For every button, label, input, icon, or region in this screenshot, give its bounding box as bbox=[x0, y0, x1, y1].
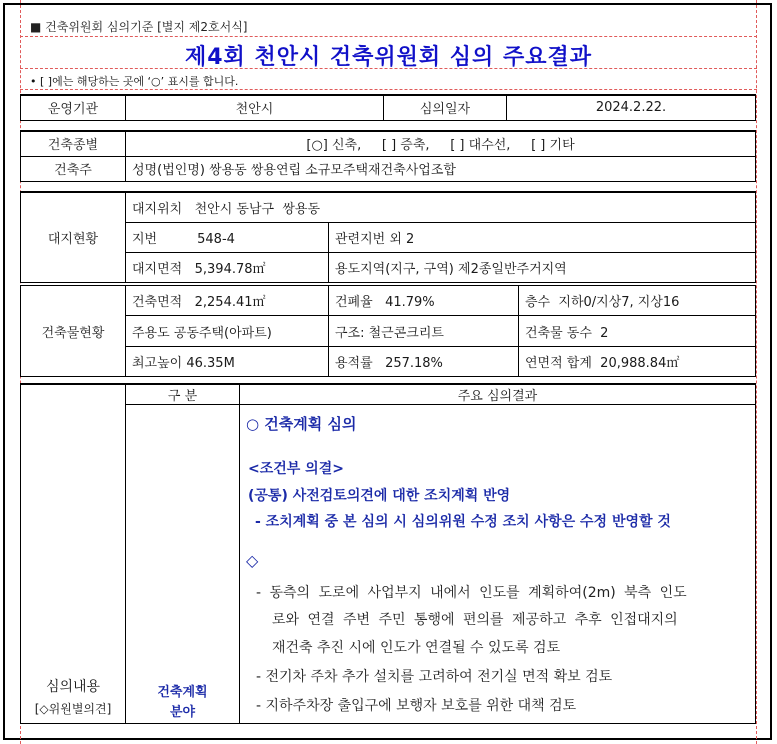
date-value: 2024.2.22. bbox=[507, 95, 756, 120]
lot-label: 지번 bbox=[132, 231, 158, 247]
building-table bbox=[20, 285, 756, 377]
review-section-sub: [◇위원별의견] bbox=[34, 702, 112, 716]
category-value: 건축계획 분야 bbox=[157, 685, 208, 720]
item1-line-c: 재건축 추진 시에 인도가 연결될 수 있도록 검토 bbox=[272, 640, 561, 656]
item1-line-a: - 동측의 도로에 사업부지 내에서 인도를 계획하여(2m) 북측 인도 bbox=[256, 585, 687, 601]
guide-line bbox=[20, 89, 757, 90]
diamond-marker: ◇ bbox=[246, 551, 259, 570]
owner-label: 건축주 bbox=[21, 156, 126, 181]
building-label: 건축물현황 bbox=[21, 286, 126, 377]
type-label: 건축종별 bbox=[21, 131, 126, 156]
building-coverage: 건폐율 41.79% bbox=[329, 286, 519, 316]
operator-label: 운영기관 bbox=[21, 95, 126, 120]
col-result-header: 주요 심의결과 bbox=[240, 384, 756, 405]
col-category-header: 구 분 bbox=[126, 384, 240, 405]
building-height: 최고높이 46.35M bbox=[126, 347, 329, 377]
type-options: [○] 신축, [ ] 증축, [ ] 대수선, [ ] 기타 bbox=[126, 131, 756, 156]
review-section bbox=[21, 384, 126, 724]
site-area: 대지면적 5,394.78㎡ bbox=[126, 252, 329, 282]
cond-item: - 조치계획 중 본 심의 시 심의위원 수정 조치 사항은 수정 반영할 것 bbox=[255, 514, 671, 530]
date-label: 심의일자 bbox=[384, 95, 507, 120]
building-main-use: 주용도 공동주택(아파트) bbox=[126, 316, 329, 347]
site-table bbox=[20, 191, 756, 283]
review-heading: ○ 건축계획 심의 bbox=[246, 415, 357, 433]
building-area: 건축면적 2,254.41㎡ bbox=[126, 286, 329, 316]
site-label: 대지현황 bbox=[21, 192, 126, 282]
site-related-lot: 관련지번 외 2 bbox=[329, 222, 756, 252]
building-total-area: 연면적 합계 20,988.84㎡ bbox=[519, 347, 756, 377]
site-location: 대지위치 천안시 동남구 쌍용동 bbox=[126, 192, 756, 222]
item2: - 전기차 주차 추가 설치를 고려하여 전기실 면적 확보 검토 bbox=[256, 669, 613, 685]
site-zoning: 용도지역(지구, 구역) 제2종일반주거지역 bbox=[329, 252, 756, 282]
form-note: • [ ]에는 해당하는 곳에 ‘○’ 표시를 합니다. bbox=[30, 75, 239, 88]
building-floors: 층수 지하0/지상7, 지상16 bbox=[519, 286, 756, 316]
building-structure: 구조: 철근콘크리트 bbox=[329, 316, 519, 347]
review-section-label: 심의내용 bbox=[45, 679, 101, 695]
cond-title: <조건부 의결> bbox=[248, 461, 344, 477]
type-table bbox=[20, 130, 756, 182]
item1-line-b: 로와 연결 주변 주민 통행에 편의를 제공하고 추후 인접대지의 bbox=[272, 612, 678, 628]
operator-value: 천안시 bbox=[126, 95, 384, 120]
review-category bbox=[126, 405, 240, 724]
item3: - 지하주차장 출입구에 보행자 보호를 위한 대책 검토 bbox=[256, 698, 577, 714]
form-label: ■ 건축위원회 심의기준 [별지 제2호서식] bbox=[30, 20, 248, 34]
cond-common: (공통) 사전검토의견에 대한 조치계획 반영 bbox=[248, 488, 511, 504]
owner-value: 성명(법인명) 쌍용동 쌍용연립 소규모주택재건축사업조합 bbox=[126, 156, 756, 181]
page-title: 제4회 천안시 건축위원회 심의 주요결과 bbox=[185, 45, 592, 70]
operator-table bbox=[20, 94, 756, 121]
site-lot bbox=[126, 222, 329, 252]
guide-line bbox=[20, 36, 757, 37]
lot-value: 548-4 bbox=[197, 231, 235, 247]
building-far: 용적률 257.18% bbox=[329, 347, 519, 377]
margin-guide-right bbox=[756, 0, 757, 744]
building-count: 건축물 동수 2 bbox=[519, 316, 756, 347]
